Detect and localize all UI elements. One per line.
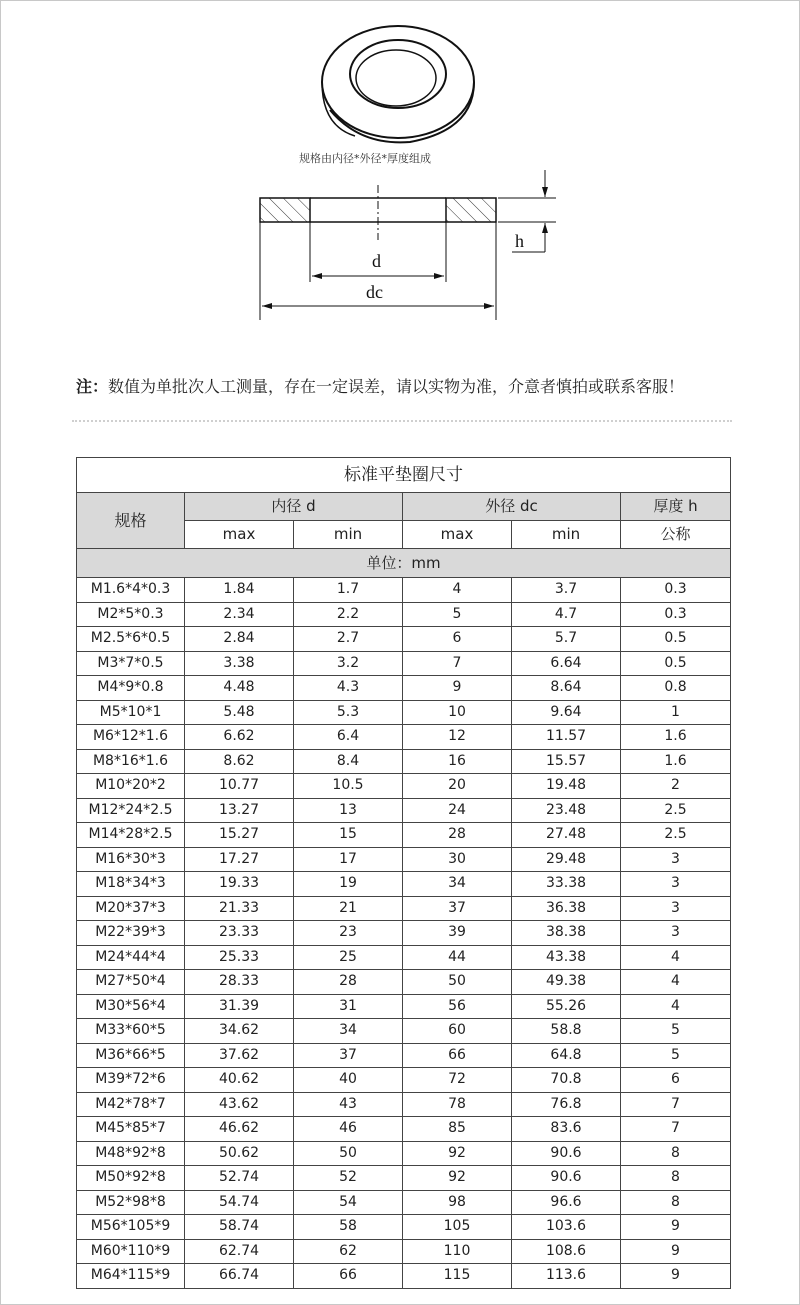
cell-spec: M36*66*5 <box>77 1043 185 1068</box>
cell-outer-max: 92 <box>403 1141 512 1166</box>
cell-spec: M16*30*3 <box>77 847 185 872</box>
cell-inner-max: 34.62 <box>185 1019 294 1044</box>
washer-size-table <box>76 457 731 1289</box>
dotted-divider <box>72 420 732 422</box>
table-row <box>77 700 731 725</box>
cell-inner-min: 66 <box>294 1264 403 1289</box>
cell-inner-max: 62.74 <box>185 1239 294 1264</box>
cell-spec: M56*105*9 <box>77 1215 185 1240</box>
cell-inner-max: 1.84 <box>185 578 294 603</box>
header-outer-min: min <box>512 521 621 549</box>
table-row <box>77 994 731 1019</box>
cell-inner-min: 21 <box>294 896 403 921</box>
cell-outer-max: 4 <box>403 578 512 603</box>
table-row <box>77 896 731 921</box>
cell-inner-max: 6.62 <box>185 725 294 750</box>
cell-thickness: 6 <box>621 1068 731 1093</box>
cell-spec: M39*72*6 <box>77 1068 185 1093</box>
cell-inner-max: 25.33 <box>185 945 294 970</box>
cell-inner-min: 3.2 <box>294 651 403 676</box>
cell-spec: M3*7*0.5 <box>77 651 185 676</box>
cell-inner-max: 21.33 <box>185 896 294 921</box>
cell-outer-min: 103.6 <box>512 1215 621 1240</box>
cell-outer-min: 49.38 <box>512 970 621 995</box>
table-row <box>77 602 731 627</box>
cell-inner-max: 2.34 <box>185 602 294 627</box>
cell-thickness: 1.6 <box>621 749 731 774</box>
cell-spec: M45*85*7 <box>77 1117 185 1142</box>
table-body <box>77 578 731 1289</box>
cell-outer-max: 66 <box>403 1043 512 1068</box>
cell-inner-min: 37 <box>294 1043 403 1068</box>
cell-outer-max: 6 <box>403 627 512 652</box>
washer-3d-drawing <box>322 26 474 142</box>
cell-outer-min: 23.48 <box>512 798 621 823</box>
cell-outer-max: 56 <box>403 994 512 1019</box>
cell-outer-max: 78 <box>403 1092 512 1117</box>
cell-spec: M14*28*2.5 <box>77 823 185 848</box>
cell-thickness: 9 <box>621 1215 731 1240</box>
cell-outer-max: 98 <box>403 1190 512 1215</box>
cell-thickness: 2.5 <box>621 823 731 848</box>
table-row <box>77 725 731 750</box>
cell-outer-max: 85 <box>403 1117 512 1142</box>
cell-spec: M22*39*3 <box>77 921 185 946</box>
cell-thickness: 0.5 <box>621 627 731 652</box>
cell-inner-max: 15.27 <box>185 823 294 848</box>
table-row <box>77 1264 731 1289</box>
table-row <box>77 774 731 799</box>
cell-outer-min: 5.7 <box>512 627 621 652</box>
cell-outer-min: 90.6 <box>512 1166 621 1191</box>
cell-outer-max: 12 <box>403 725 512 750</box>
cell-outer-min: 33.38 <box>512 872 621 897</box>
cell-inner-min: 58 <box>294 1215 403 1240</box>
cell-thickness: 3 <box>621 921 731 946</box>
table-row <box>77 1239 731 1264</box>
cell-inner-max: 54.74 <box>185 1190 294 1215</box>
cell-thickness: 4 <box>621 994 731 1019</box>
cell-spec: M30*56*4 <box>77 994 185 1019</box>
cell-inner-min: 54 <box>294 1190 403 1215</box>
cell-spec: M20*37*3 <box>77 896 185 921</box>
cell-inner-min: 15 <box>294 823 403 848</box>
table-row <box>77 1190 731 1215</box>
cell-inner-min: 28 <box>294 970 403 995</box>
cell-outer-min: 43.38 <box>512 945 621 970</box>
table-row <box>77 1117 731 1142</box>
cell-spec: M5*10*1 <box>77 700 185 725</box>
cell-spec: M2*5*0.3 <box>77 602 185 627</box>
cell-inner-min: 34 <box>294 1019 403 1044</box>
cell-outer-min: 55.26 <box>512 994 621 1019</box>
cell-inner-max: 3.38 <box>185 651 294 676</box>
cell-outer-max: 105 <box>403 1215 512 1240</box>
cell-outer-min: 36.38 <box>512 896 621 921</box>
cell-outer-min: 11.57 <box>512 725 621 750</box>
table-row <box>77 651 731 676</box>
cell-outer-max: 110 <box>403 1239 512 1264</box>
table-row <box>77 627 731 652</box>
table-row <box>77 823 731 848</box>
header-inner-diameter: 内径 d <box>185 493 403 521</box>
table-row <box>77 1215 731 1240</box>
table-row <box>77 1166 731 1191</box>
header-inner-max: max <box>185 521 294 549</box>
cell-thickness: 7 <box>621 1092 731 1117</box>
table-row <box>77 921 731 946</box>
table-row <box>77 1019 731 1044</box>
table-title: 标准平垫圈尺寸 <box>77 458 731 493</box>
diagram-caption: 规格由内径*外径*厚度组成 <box>299 152 431 165</box>
cell-inner-max: 17.27 <box>185 847 294 872</box>
cell-outer-min: 27.48 <box>512 823 621 848</box>
cell-outer-min: 70.8 <box>512 1068 621 1093</box>
cell-outer-max: 20 <box>403 774 512 799</box>
cell-spec: M48*92*8 <box>77 1141 185 1166</box>
cell-outer-max: 5 <box>403 602 512 627</box>
cell-spec: M12*24*2.5 <box>77 798 185 823</box>
cell-thickness: 3 <box>621 847 731 872</box>
cell-outer-min: 58.8 <box>512 1019 621 1044</box>
cell-outer-min: 96.6 <box>512 1190 621 1215</box>
cell-inner-min: 10.5 <box>294 774 403 799</box>
cell-inner-max: 37.62 <box>185 1043 294 1068</box>
table-row <box>77 1043 731 1068</box>
cell-inner-max: 31.39 <box>185 994 294 1019</box>
cell-inner-max: 43.62 <box>185 1092 294 1117</box>
cell-spec: M24*44*4 <box>77 945 185 970</box>
cell-outer-max: 30 <box>403 847 512 872</box>
cell-thickness: 2 <box>621 774 731 799</box>
header-thickness: 厚度 h <box>621 493 731 521</box>
cell-outer-max: 24 <box>403 798 512 823</box>
cell-spec: M64*115*9 <box>77 1264 185 1289</box>
cell-inner-min: 8.4 <box>294 749 403 774</box>
cell-thickness: 5 <box>621 1043 731 1068</box>
cell-outer-min: 29.48 <box>512 847 621 872</box>
cell-outer-min: 83.6 <box>512 1117 621 1142</box>
cell-thickness: 1 <box>621 700 731 725</box>
cell-inner-max: 8.62 <box>185 749 294 774</box>
cell-outer-max: 92 <box>403 1166 512 1191</box>
header-outer-max: max <box>403 521 512 549</box>
cell-spec: M4*9*0.8 <box>77 676 185 701</box>
table-row <box>77 1092 731 1117</box>
cell-outer-max: 44 <box>403 945 512 970</box>
cell-thickness: 8 <box>621 1166 731 1191</box>
table-row <box>77 847 731 872</box>
cell-inner-max: 66.74 <box>185 1264 294 1289</box>
cell-thickness: 3 <box>621 896 731 921</box>
washer-cross-section <box>260 170 556 320</box>
cell-spec: M42*78*7 <box>77 1092 185 1117</box>
cell-outer-max: 10 <box>403 700 512 725</box>
note-text: 数值为单批次人工测量，存在一定误差，请以实物为准，介意者慎拍或联系客服！ <box>108 377 685 396</box>
table-row <box>77 1141 731 1166</box>
cell-outer-min: 64.8 <box>512 1043 621 1068</box>
cell-inner-min: 19 <box>294 872 403 897</box>
cell-spec: M2.5*6*0.5 <box>77 627 185 652</box>
cell-inner-max: 2.84 <box>185 627 294 652</box>
cell-outer-max: 9 <box>403 676 512 701</box>
cell-outer-max: 115 <box>403 1264 512 1289</box>
cell-spec: M8*16*1.6 <box>77 749 185 774</box>
cell-inner-min: 50 <box>294 1141 403 1166</box>
cell-inner-max: 40.62 <box>185 1068 294 1093</box>
cell-spec: M18*34*3 <box>77 872 185 897</box>
label-dc: dc <box>366 282 383 302</box>
cell-inner-min: 17 <box>294 847 403 872</box>
cell-outer-max: 16 <box>403 749 512 774</box>
washer-diagram <box>0 0 800 340</box>
cell-inner-max: 10.77 <box>185 774 294 799</box>
cell-thickness: 2.5 <box>621 798 731 823</box>
cell-thickness: 0.3 <box>621 602 731 627</box>
cell-inner-min: 13 <box>294 798 403 823</box>
cell-outer-min: 90.6 <box>512 1141 621 1166</box>
cell-outer-max: 34 <box>403 872 512 897</box>
cell-inner-max: 46.62 <box>185 1117 294 1142</box>
cell-inner-max: 50.62 <box>185 1141 294 1166</box>
cell-inner-min: 4.3 <box>294 676 403 701</box>
label-d: d <box>372 251 381 271</box>
cell-inner-max: 19.33 <box>185 872 294 897</box>
cell-spec: M10*20*2 <box>77 774 185 799</box>
cell-thickness: 0.3 <box>621 578 731 603</box>
cell-outer-min: 8.64 <box>512 676 621 701</box>
cell-outer-min: 113.6 <box>512 1264 621 1289</box>
label-h: h <box>515 231 524 251</box>
cell-outer-min: 9.64 <box>512 700 621 725</box>
cell-inner-min: 46 <box>294 1117 403 1142</box>
cell-inner-min: 52 <box>294 1166 403 1191</box>
cell-inner-min: 62 <box>294 1239 403 1264</box>
cell-thickness: 4 <box>621 970 731 995</box>
cell-thickness: 9 <box>621 1239 731 1264</box>
note-prefix: 注： <box>76 377 109 396</box>
cell-thickness: 3 <box>621 872 731 897</box>
cell-inner-max: 58.74 <box>185 1215 294 1240</box>
cell-inner-min: 43 <box>294 1092 403 1117</box>
disclaimer-note <box>76 374 684 397</box>
table-row <box>77 872 731 897</box>
cell-outer-min: 6.64 <box>512 651 621 676</box>
cell-outer-min: 38.38 <box>512 921 621 946</box>
table-row <box>77 945 731 970</box>
cell-inner-min: 25 <box>294 945 403 970</box>
cell-outer-max: 50 <box>403 970 512 995</box>
cell-spec: M27*50*4 <box>77 970 185 995</box>
cell-inner-min: 6.4 <box>294 725 403 750</box>
cell-thickness: 5 <box>621 1019 731 1044</box>
cell-thickness: 7 <box>621 1117 731 1142</box>
table-row <box>77 578 731 603</box>
cell-inner-min: 40 <box>294 1068 403 1093</box>
table-row <box>77 1068 731 1093</box>
cell-inner-min: 2.7 <box>294 627 403 652</box>
cell-outer-max: 39 <box>403 921 512 946</box>
table-row <box>77 749 731 774</box>
header-inner-min: min <box>294 521 403 549</box>
cell-outer-max: 60 <box>403 1019 512 1044</box>
unit-row: 单位：mm <box>77 549 731 578</box>
cell-spec: M6*12*1.6 <box>77 725 185 750</box>
cell-spec: M60*110*9 <box>77 1239 185 1264</box>
cell-spec: M1.6*4*0.3 <box>77 578 185 603</box>
cell-inner-min: 31 <box>294 994 403 1019</box>
cell-inner-min: 2.2 <box>294 602 403 627</box>
cell-inner-max: 4.48 <box>185 676 294 701</box>
cell-spec: M50*92*8 <box>77 1166 185 1191</box>
cell-outer-min: 19.48 <box>512 774 621 799</box>
cell-outer-max: 28 <box>403 823 512 848</box>
header-outer-diameter: 外径 dc <box>403 493 621 521</box>
cell-inner-min: 1.7 <box>294 578 403 603</box>
cell-outer-max: 7 <box>403 651 512 676</box>
cell-inner-max: 5.48 <box>185 700 294 725</box>
cell-thickness: 1.6 <box>621 725 731 750</box>
table-row <box>77 676 731 701</box>
cell-spec: M33*60*5 <box>77 1019 185 1044</box>
cell-inner-max: 13.27 <box>185 798 294 823</box>
table-row <box>77 970 731 995</box>
cell-outer-min: 108.6 <box>512 1239 621 1264</box>
cell-outer-max: 37 <box>403 896 512 921</box>
cell-inner-max: 52.74 <box>185 1166 294 1191</box>
cell-thickness: 9 <box>621 1264 731 1289</box>
cell-inner-max: 23.33 <box>185 921 294 946</box>
cell-inner-max: 28.33 <box>185 970 294 995</box>
cell-thickness: 8 <box>621 1190 731 1215</box>
cell-thickness: 4 <box>621 945 731 970</box>
cell-inner-min: 23 <box>294 921 403 946</box>
cell-outer-min: 76.8 <box>512 1092 621 1117</box>
cell-outer-min: 15.57 <box>512 749 621 774</box>
cell-thickness: 8 <box>621 1141 731 1166</box>
cell-thickness: 0.5 <box>621 651 731 676</box>
header-spec: 规格 <box>77 493 185 549</box>
cell-inner-min: 5.3 <box>294 700 403 725</box>
table-row <box>77 798 731 823</box>
cell-outer-min: 4.7 <box>512 602 621 627</box>
cell-thickness: 0.8 <box>621 676 731 701</box>
cell-spec: M52*98*8 <box>77 1190 185 1215</box>
cell-outer-max: 72 <box>403 1068 512 1093</box>
cell-outer-min: 3.7 <box>512 578 621 603</box>
header-thickness-nominal: 公称 <box>621 521 731 549</box>
